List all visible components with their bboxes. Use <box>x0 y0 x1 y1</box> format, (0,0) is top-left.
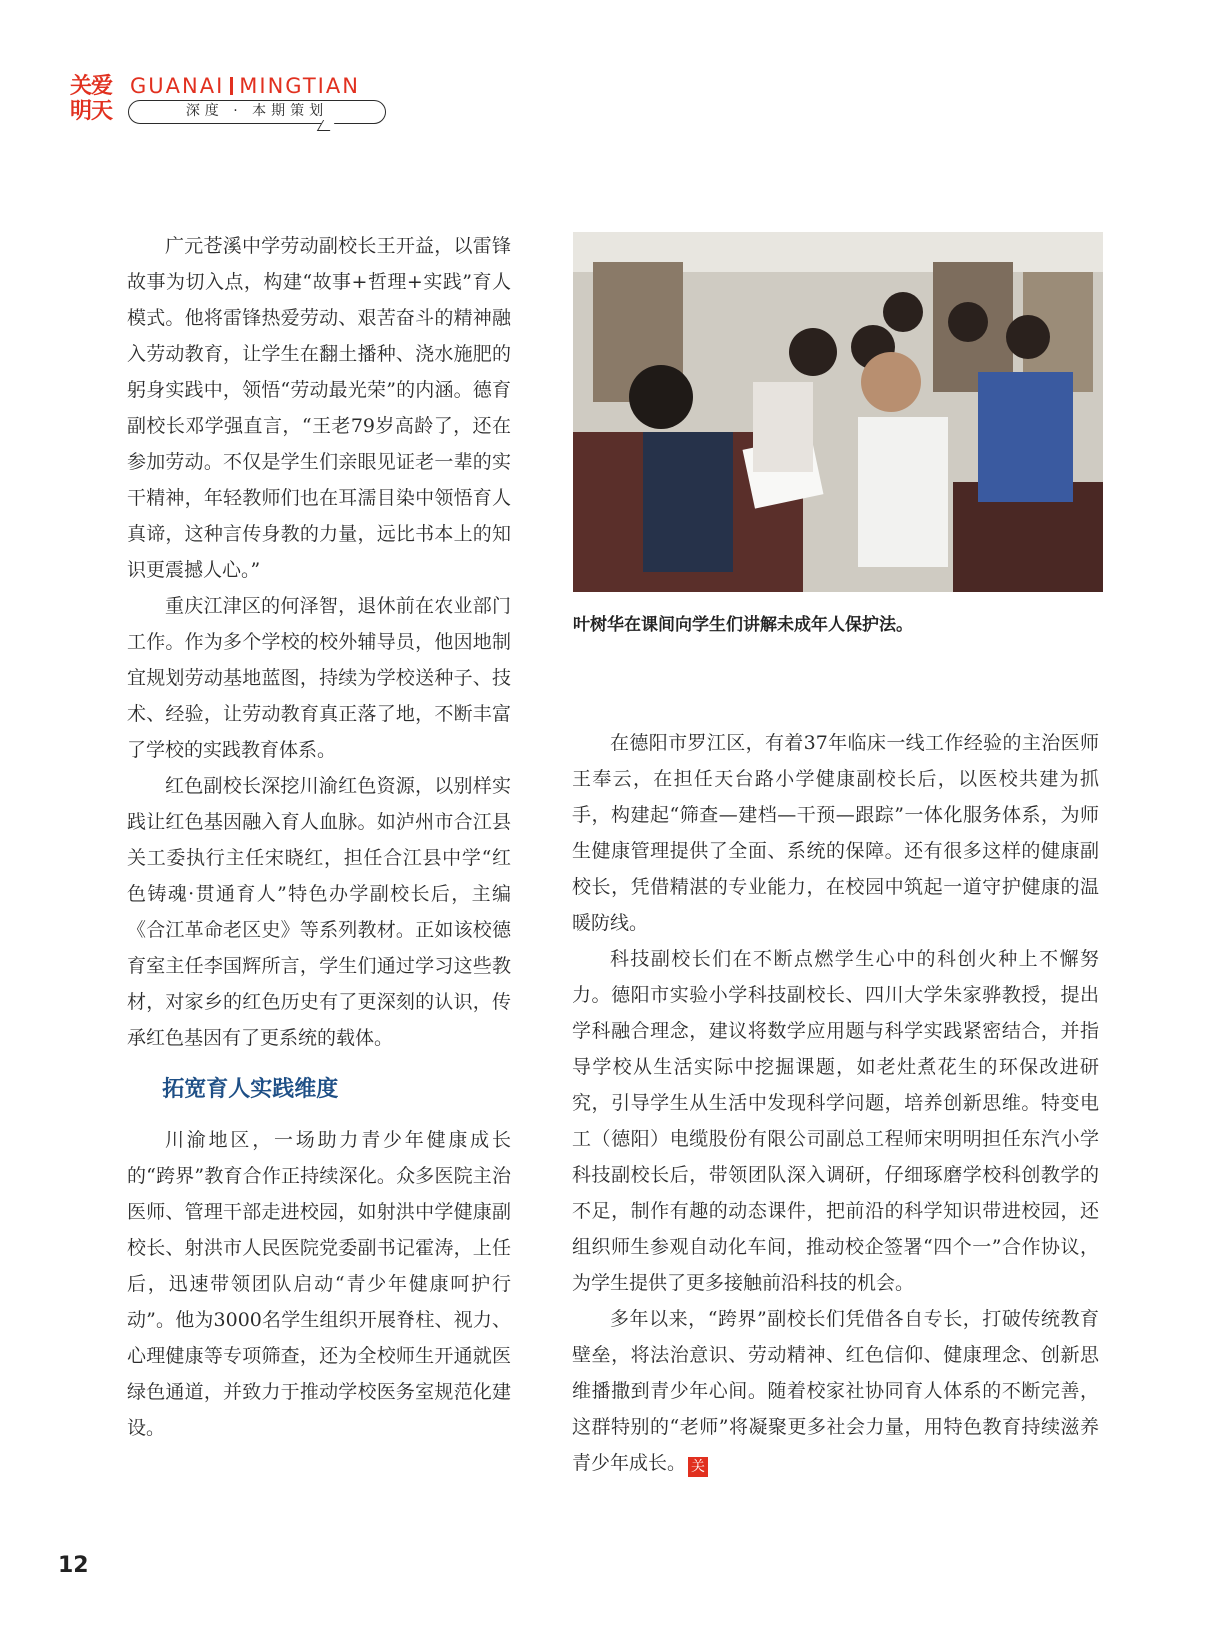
classroom-photo <box>573 232 1103 592</box>
english-title-left: GUANAI <box>130 74 225 98</box>
paragraph <box>572 1301 1099 1481</box>
paragraph: 川渝地区，一场助力青少年健康成长的“跨界”教育合作正持续深化。众多医院主治医师、管理干部走进校园，如射洪中学健康副校长、射洪市人民医院党委副书记霍涛，上任后，迅速带领团队启动“青少年健康呵护行动”。他为3000名学生组织开展脊柱、视力、心理健康等专项筛查，还为全校师生开通就医绿色通道，并致力于推动学校医务室规范化建设。 <box>127 1129 511 1439</box>
paragraph-text: 多年以来，“跨界”副校长们凭借各自专长，打破传统教育壁垒，将法治意识、劳动精神、红色信仰、健康理念、创新思维播撒到青少年心间。随着校家社协同育人体系的不断完善，这群特别的“老师”将凝聚更多社会力量，用特色教育持续滋养青少年成长。 <box>572 1308 1099 1474</box>
paragraph: 重庆江津区的何泽智，退休前在农业部门工作。作为多个学校的校外辅导员，他因地制宜规划劳动基地蓝图，持续为学校送种子、技术、经验，让劳动教育真正落了地，不断丰富了学校的实践教育体系。 <box>127 595 511 761</box>
section-tag: 深度 · 本期策划 <box>128 100 386 124</box>
page-number: 12 <box>58 1553 89 1578</box>
photo-caption: 叶树华在课间向学生们讲解未成年人保护法。 <box>573 615 913 635</box>
paragraph: 红色副校长深挖川渝红色资源，以别样实践让红色基因融入育人血脉。如泸州市合江县关工委执行主任宋晓红，担任合江县中学“红色铸魂·贯通育人”特色办学副校长后，主编《合江革命老区史》等系列教材。正如该校德育室主任李国辉所言，学生们通过学习这些教材，对家乡的红色历史有了更深刻的认识，传承红色基因有了更系统的载体。 <box>127 775 511 1049</box>
logo-line-2: 明天 <box>70 99 113 124</box>
paragraph: 科技副校长们在不断点燃学生心中的科创火种上不懈努力。德阳市实验小学科技副校长、四川大学朱家骅教授，提出学科融合理念，建议将数学应用题与科学实践紧密结合，并指导学校从生活实际中挖掘课题，如老灶煮花生的环保改进研究，引导学生从生活中发现科学问题，培养创新思维。特变电工（德阳）电缆股份有限公司副总工程师宋明明担任东汽小学科技副校长后，带领团队深入调研，仔细琢磨学校科创教学的不足，制作有趣的动态课件，把前沿的科学知识带进校园，还组织师生参观自动化车间，推动校企签署“四个一”合作协议，为学生提供了更多接触前沿科技的机会。 <box>572 948 1099 1294</box>
paragraph: 广元苍溪中学劳动副校长王开益，以雷锋故事为切入点，构建“故事+哲理+实践”育人模式。他将雷锋热爱劳动、艰苦奋斗的精神融入劳动教育，让学生在翻土播种、浇水施肥的躬身实践中，领悟“劳动最光荣”的内涵。德育副校长邓学强直言，“王老79岁高龄了，还在参加劳动。不仅是学生们亲眼见证老一辈的实干精神，年轻教师们也在耳濡目染中领悟育人真谛，这种言传身教的力量，远比书本上的知识更震撼人心。” <box>127 235 511 581</box>
section-heading: 拓宽育人实践维度 <box>162 1077 339 1102</box>
left-column <box>127 228 511 1446</box>
photo-illustration <box>573 232 1103 592</box>
title-divider <box>230 77 233 95</box>
paragraph: 在德阳市罗江区，有着37年临床一线工作经验的主治医师王奉云，在担任天台路小学健康副校长后，以医校共建为抓手，构建起“筛查—建档—干预—跟踪”一体化服务体系，为师生健康管理提供了全面、系统的保障。还有很多这样的健康副校长，凭借精湛的专业能力，在校园中筑起一道守护健康的温暖防线。 <box>572 732 1099 934</box>
article-end-mark: 关 <box>688 1457 708 1477</box>
english-title-right: MINGTIAN <box>239 74 360 98</box>
right-column <box>572 725 1099 1481</box>
magazine-english-title <box>130 74 360 98</box>
magazine-logo <box>70 74 120 124</box>
logo-line-1: 关爱 <box>70 74 113 99</box>
